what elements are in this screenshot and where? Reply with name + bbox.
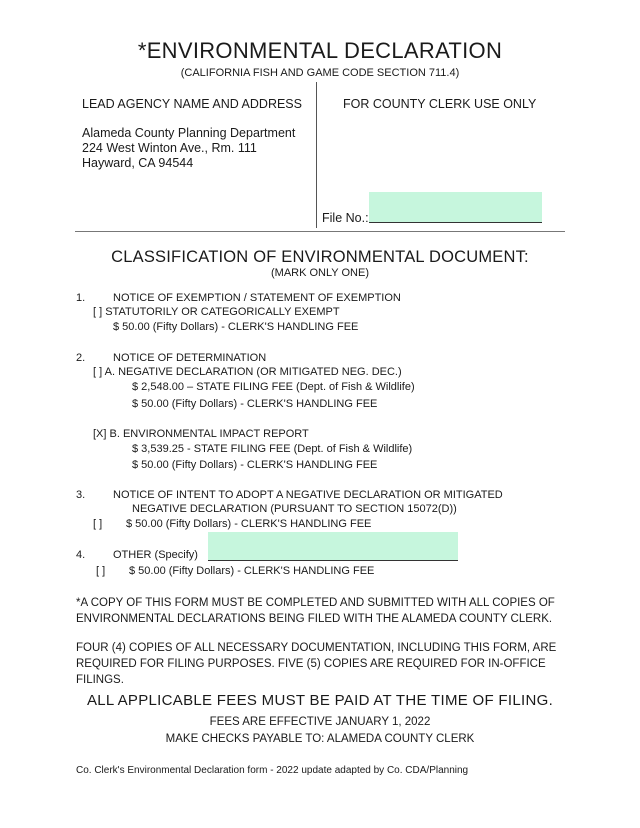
item-2-title: NOTICE OF DETERMINATION	[113, 352, 267, 364]
item-4-fee: $ 50.00 (Fifty Dollars) - CLERK'S HANDLING FEE	[129, 565, 375, 577]
item-1-number: 1.	[76, 292, 86, 304]
item-3-title-line1: NOTICE OF INTENT TO ADOPT A NEGATIVE DECLARATION OR MITIGATED	[113, 489, 503, 501]
form-title: *ENVIRONMENTAL DECLARATION	[137, 38, 503, 63]
checks-payable-to: MAKE CHECKS PAYABLE TO: ALAMEDA COUNTY CLERK	[165, 733, 475, 745]
item-4-number: 4.	[76, 549, 86, 561]
item-2a-clerk-fee: $ 50.00 (Fifty Dollars) - CLERK'S HANDLING FEE	[132, 398, 378, 410]
file-number-field[interactable]	[369, 192, 542, 223]
item-3-title-line2: NEGATIVE DECLARATION (PURSUANT TO SECTION 15072(D))	[132, 503, 457, 515]
lead-agency-line1: Alameda County Planning Department	[82, 126, 296, 140]
county-clerk-label: FOR COUNTY CLERK USE ONLY	[343, 97, 537, 111]
classification-heading: CLASSIFICATION OF ENVIRONMENTAL DOCUMENT:	[111, 248, 529, 266]
lead-agency-line2: 224 West Winton Ave., Rm. 111	[82, 141, 257, 155]
item-2-number: 2.	[76, 352, 86, 364]
item-3-number: 3.	[76, 489, 86, 501]
classification-instruction: (MARK ONLY ONE)	[271, 267, 369, 279]
item-2a-state-fee: $ 2,548.00 – STATE FILING FEE (Dept. of Fish & Wildlife)	[132, 381, 415, 393]
file-number-label: File No.:	[322, 211, 369, 225]
fees-effective-date: FEES ARE EFFECTIVE JANUARY 1, 2022	[209, 716, 431, 728]
item-3-fee: $ 50.00 (Fifty Dollars) - CLERK'S HANDLING FEE	[126, 518, 372, 530]
item-3-checkbox[interactable]: [ ]	[93, 518, 103, 530]
copies-requirement-note: FOUR (4) COPIES OF ALL NECESSARY DOCUMENTATION, INCLUDING THIS FORM, ARE REQUIRED FOR FILING PURPOSES. FIVE (5) COPIES ARE REQUIRED FOR IN-OFFICE FILINGS.	[76, 642, 557, 686]
other-specify-field[interactable]	[208, 532, 458, 561]
form-subtitle: (CALIFORNIA FISH AND GAME CODE SECTION 711.4)	[180, 67, 460, 79]
item-1-fee: $ 50.00 (Fifty Dollars) - CLERK'S HANDLING FEE	[113, 321, 359, 333]
header-divider-vertical	[316, 82, 317, 228]
item-1-checkbox-option[interactable]: [ ] STATUTORILY OR CATEGORICALLY EXEMPT	[93, 306, 340, 318]
fees-payment-notice: ALL APPLICABLE FEES MUST BE PAID AT THE TIME OF FILING.	[86, 692, 554, 709]
item-2b-state-fee: $ 3,539.25 - STATE FILING FEE (Dept. of Fish & Wildlife)	[132, 443, 413, 455]
lead-agency-label: LEAD AGENCY NAME AND ADDRESS	[82, 97, 302, 111]
item-2b-checkbox-option[interactable]: [X] B. ENVIRONMENTAL IMPACT REPORT	[93, 428, 309, 440]
lead-agency-line3: Hayward, CA 94544	[82, 156, 194, 170]
copy-requirement-note: *A COPY OF THIS FORM MUST BE COMPLETED AND SUBMITTED WITH ALL COPIES OF ENVIRONMENTAL DECLARATIONS BEING FILED WITH THE ALAMEDA COUNTY CLERK.	[76, 597, 555, 625]
item-4-title: OTHER (Specify)	[113, 549, 198, 561]
item-2a-checkbox-option[interactable]: [ ] A. NEGATIVE DECLARATION (OR MITIGATED NEG. DEC.)	[93, 366, 402, 378]
form-footer: Co. Clerk's Environmental Declaration form - 2022 update adapted by Co. CDA/Planning	[76, 765, 469, 776]
item-4-checkbox[interactable]: [ ]	[96, 565, 106, 577]
item-2b-clerk-fee: $ 50.00 (Fifty Dollars) - CLERK'S HANDLING FEE	[132, 459, 378, 471]
item-1-title: NOTICE OF EXEMPTION / STATEMENT OF EXEMPTION	[113, 292, 401, 304]
header-divider-horizontal	[75, 231, 565, 232]
